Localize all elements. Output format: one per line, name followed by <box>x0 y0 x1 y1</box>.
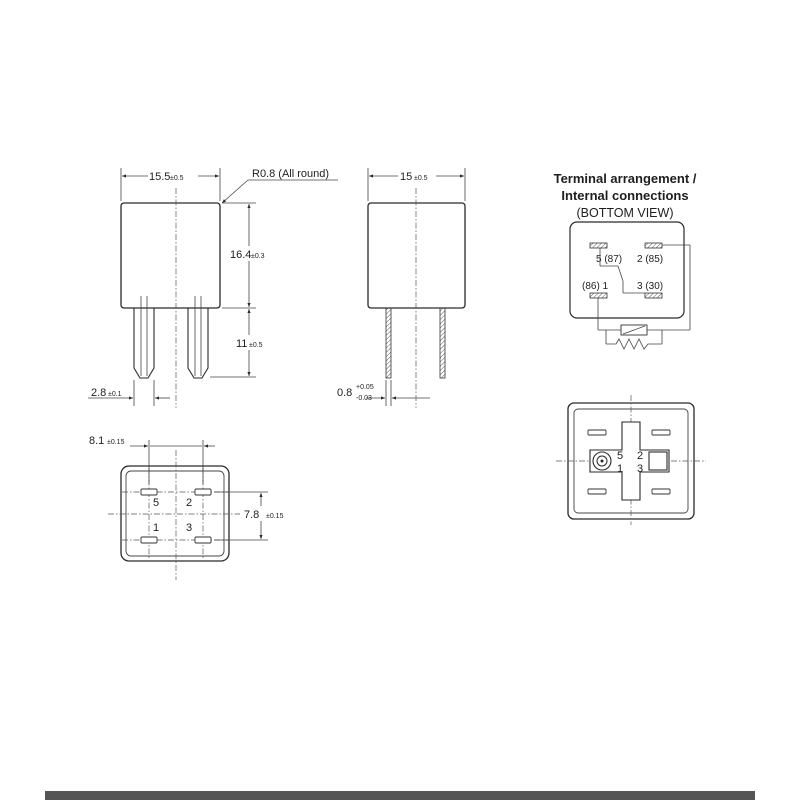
pin-width-value: 2.8 <box>91 387 107 399</box>
front-view-body <box>121 203 220 308</box>
pin-spacing-y-value: 7.8 <box>244 509 260 521</box>
terminal-label-87: 5 (87) <box>596 254 623 265</box>
bottom-pin-label-2: 2 <box>637 450 644 462</box>
bottom-pin-label-5: 5 <box>617 450 624 462</box>
pin-length-value: 11 <box>236 338 248 350</box>
bottom-square-marker <box>649 452 667 470</box>
schematic-pad-85 <box>645 243 662 248</box>
front-width-tolerance: ±0.5 <box>170 175 184 182</box>
front-view <box>88 168 338 408</box>
pin-spacing-x-tolerance: ±0.15 <box>107 439 125 446</box>
side-view-pin-left <box>386 308 391 378</box>
pin-spacing-x-value: 8.1 <box>89 435 105 447</box>
bottom-view <box>556 395 706 525</box>
bottom-pin-label-1: 1 <box>617 463 624 475</box>
pin-thickness-tolerance-upper: +0.05 <box>356 384 374 391</box>
pin-pad-3 <box>195 537 211 543</box>
side-view-body <box>368 203 465 308</box>
bottom-pin-label-3: 3 <box>637 463 644 475</box>
side-width-tolerance: ±0.5 <box>414 175 428 182</box>
pin-label-3: 3 <box>186 522 193 534</box>
schematic-outline <box>570 222 684 318</box>
radius-callout: R0.8 (All round) <box>252 168 330 180</box>
bottom-slot-bottom-left <box>588 489 606 494</box>
bottom-slot-top-left <box>588 430 606 435</box>
schematic-pad-86 <box>590 293 607 298</box>
pin-length-tolerance: ±0.5 <box>249 342 263 349</box>
front-height-value: 16.4 <box>230 249 252 261</box>
bottom-slot-bottom-right <box>652 489 670 494</box>
pin-layout-view <box>89 435 288 580</box>
front-width-value: 15.5 <box>149 171 171 183</box>
pin-pad-2 <box>195 489 211 495</box>
side-view-pin-right <box>440 308 445 378</box>
front-height-tolerance: ±0.3 <box>251 253 265 260</box>
pin-width-tolerance: ±0.1 <box>108 391 122 398</box>
pin-layout-body <box>121 466 229 561</box>
internal-connections-schematic <box>554 171 697 349</box>
pin-pad-1 <box>141 537 157 543</box>
resistor-symbol <box>606 339 662 349</box>
schematic-title-line2: Internal connections <box>561 188 689 203</box>
terminal-label-30: 3 (30) <box>637 281 664 292</box>
pin-spacing-y-tolerance: ±0.15 <box>266 513 284 520</box>
pin-label-2: 2 <box>186 497 193 509</box>
schematic-title-line3: (BOTTOM VIEW) <box>576 206 674 220</box>
pin-thickness-value: 0.8 <box>337 387 353 399</box>
pin-label-5: 5 <box>153 497 160 509</box>
terminal-label-85: 2 (85) <box>637 254 664 265</box>
schematic-title-line1: Terminal arrangement / <box>553 171 697 186</box>
page-bottom-bar <box>45 791 755 800</box>
pin-thickness-tolerance-lower: -0.03 <box>356 395 372 402</box>
side-width-value: 15 <box>400 171 413 183</box>
side-view <box>337 168 465 408</box>
schematic-pad-87 <box>590 243 607 248</box>
terminal-label-86: (86) 1 <box>582 281 609 292</box>
schematic-pad-30 <box>645 293 662 298</box>
bottom-slot-top-right <box>652 430 670 435</box>
pin-label-1: 1 <box>153 522 160 534</box>
pin-pad-5 <box>141 489 157 495</box>
